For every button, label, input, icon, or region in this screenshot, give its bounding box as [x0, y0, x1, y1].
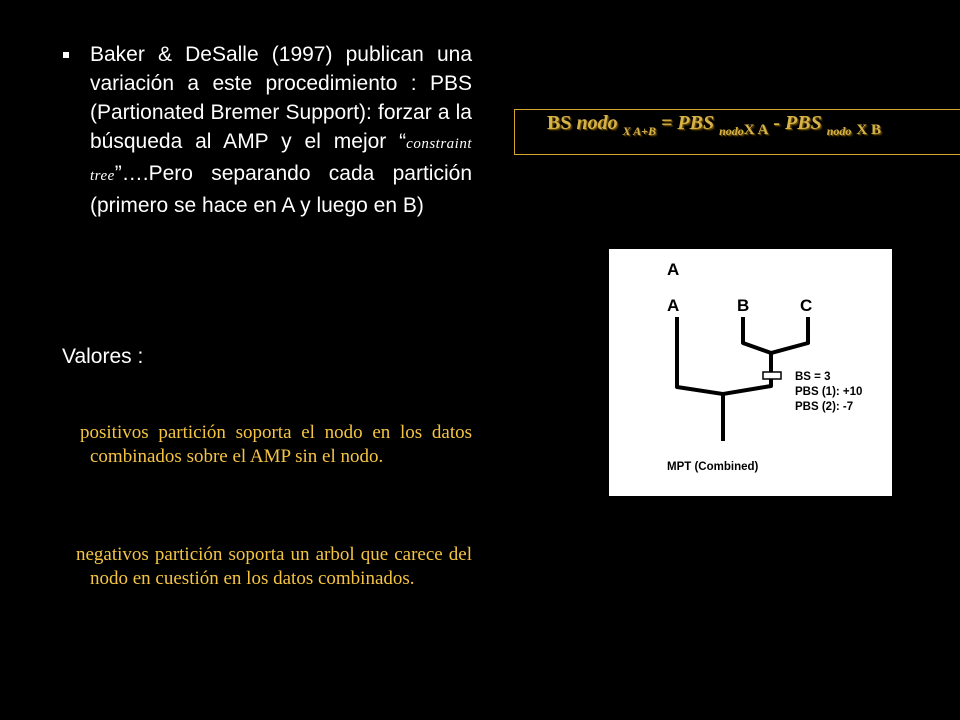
negativos-paragraph: negativos partición soporta un arbol que carece del nodo en cuestión en los datos combinados. — [76, 544, 472, 589]
tree-branches — [677, 319, 808, 439]
left-column — [90, 40, 472, 220]
branch-b — [743, 319, 771, 353]
main-paragraph-text-end: ….Pero separando cada partición (primero se hace en A y luego en B) — [90, 162, 472, 217]
node-support-box — [763, 372, 781, 379]
formula-box — [514, 109, 960, 155]
constraint-tree-term: constraint tree — [90, 136, 472, 184]
formula-pbs-a: PBS — [677, 112, 715, 134]
branch-bc-stem-lower — [723, 381, 771, 394]
positivos-paragraph: positivos partición soporta el nodo en los datos combinados sobre el AMP sin el nodo. — [80, 422, 472, 467]
cladogram-svg — [609, 249, 892, 496]
formula-bs: BS — [547, 112, 572, 134]
close-quote: ” — [114, 162, 122, 185]
mpt-caption: MPT (Combined) — [667, 461, 759, 473]
taxon-label-b: B — [737, 296, 750, 315]
formula-nodo: nodo — [576, 112, 618, 134]
taxon-label-a: A — [667, 296, 680, 315]
formula-sub-xa: X A — [743, 122, 769, 138]
figure-title-label: A — [667, 260, 680, 279]
main-paragraph-text: Baker & DeSalle (1997) publican una variación a este procedimiento : PBS (Partionated Bremer Support): forzar a la búsqueda al AMP y el mejor — [90, 43, 472, 153]
branch-c — [771, 319, 808, 353]
pbs2-value-label: PBS (2): -7 — [795, 401, 854, 413]
formula-sub-xab: X A+B — [622, 124, 656, 138]
formula-equals: = — [661, 112, 673, 134]
valores-label: Valores : — [62, 345, 144, 368]
formula-sub-nodo-b: nodo — [826, 124, 852, 138]
bs-formula — [547, 110, 881, 138]
formula-minus: - — [773, 112, 781, 134]
taxon-label-c: C — [800, 296, 813, 315]
pbs1-value-label: PBS (1): +10 — [795, 386, 863, 398]
branch-a — [677, 319, 723, 394]
bs-value-label: BS = 3 — [795, 371, 831, 383]
open-quote: “ — [399, 130, 407, 153]
main-paragraph — [90, 40, 472, 220]
formula-sub-xb: X B — [856, 122, 882, 138]
cladogram-figure — [609, 249, 892, 496]
formula-pbs-b: PBS — [785, 112, 822, 134]
formula-sub-nodo-a: nodo — [719, 124, 744, 138]
